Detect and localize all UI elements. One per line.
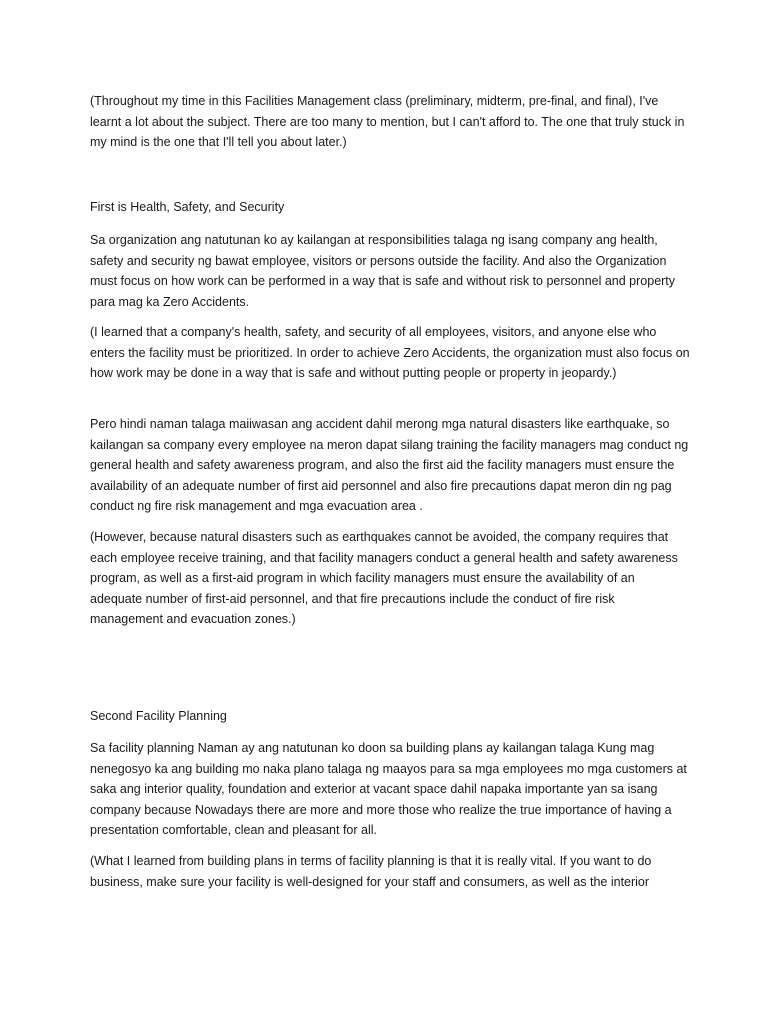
section-heading-facility-planning: Second Facility Planning	[90, 709, 227, 723]
paragraph-health-safety-tagalog: Sa organization ang natutunan ko ay kailangan at responsibilities talaga ng isang company ang health, safety and security ng bawat employee, visitors or persons outside the facility. And also the Organization must focus on how work can be performed in a way that is safe and without risk to personnel and property para mag ka Zero Accidents.	[90, 233, 676, 309]
paragraph-accidents-english: (However, because natural disasters such as earthquakes cannot be avoided, the company requires that each employee receive training, and that facility managers conduct a general health and safety awareness program, as well as a first-aid program in which facility managers must ensure the availability of an adequate number of first-aid personnel, and that fire precautions include the conduct of fire risk management and evacuation zones.)	[90, 530, 678, 626]
paragraph-intro: (Throughout my time in this Facilities Management class (preliminary, midterm, pre-final, and final), I've learnt a lot about the subject. There are too many to mention, but I can't afford to. The one that truly stuck in my mind is the one that I'll tell you about later.)	[90, 94, 685, 149]
paragraph-accidents-tagalog: Pero hindi naman talaga maiiwasan ang accident dahil merong mga natural disasters like earthquake, so kailangan sa company every employee na meron dapat silang training the facility managers mag conduct ng general health and safety awareness program, and also the first aid the facility managers must ensure the availability of an adequate number of first aid personnel and also fire precautions dapat meron din ng pag conduct ng fire risk management and mga evacuation area .	[90, 417, 689, 513]
section-heading-health-safety: First is Health, Safety, and Security	[90, 200, 285, 214]
paragraph-facility-planning-english: (What I learned from building plans in terms of facility planning is that it is really vital. If you want to do business, make sure your facility is well-designed for your staff and consumers, as well as the interior	[90, 854, 652, 889]
paragraph-facility-planning-tagalog: Sa facility planning Naman ay ang natutunan ko doon sa building plans ay kailangan talaga Kung mag nenegosyo ka ang building mo naka plano talaga ng maayos para sa mga employees mo mga customers at saka ang interior quality, foundation and exterior at vacant space dahil napaka importante yan sa isang company because Nowadays there are more and more those who realize the true importance of having a presentation comfortable, clean and pleasant for all.	[90, 741, 687, 837]
paragraph-health-safety-english: (I learned that a company's health, safety, and security of all employees, visitors, and anyone else who enters the facility must be prioritized. In order to achieve Zero Accidents, the organization must also focus on how work may be done in a way that is safe and without putting people or property in jeopardy.)	[90, 325, 690, 380]
